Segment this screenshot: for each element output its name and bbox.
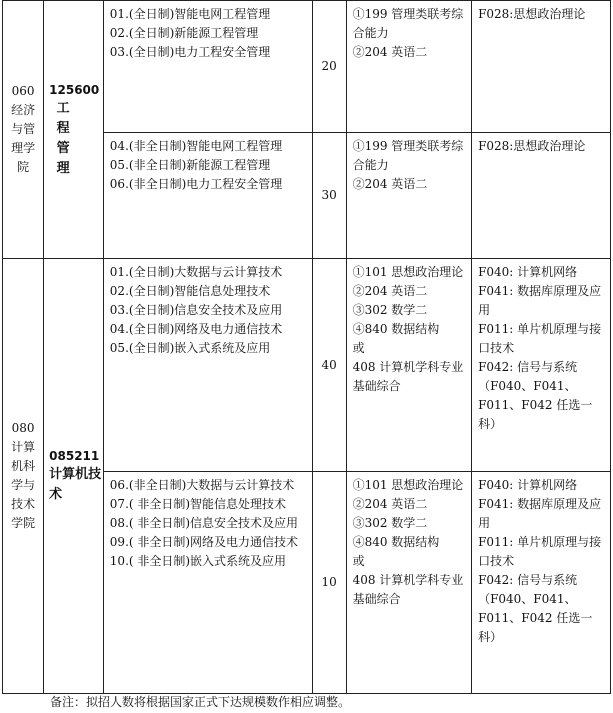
direction-item: 02.(全日制)新能源工程管理 xyxy=(109,26,259,40)
major-cell xyxy=(44,1,104,259)
enrollment-count: 40 xyxy=(312,259,346,472)
retest-item: F011: 单片机原理与接口技术 xyxy=(478,535,602,568)
enrollment-count: 20 xyxy=(312,1,346,133)
major-name: 计算机技术 xyxy=(49,467,102,502)
college-name: 060 经济与管理学院 xyxy=(11,84,36,174)
exam-item: ①199 管理类联考综合能力 xyxy=(352,7,464,40)
table-row xyxy=(3,259,611,472)
direction-item: 07.( 非全日制)智能信息处理技术 xyxy=(109,497,287,511)
major-code: 125600 xyxy=(49,82,100,97)
major-code: 085211 xyxy=(49,449,100,463)
college-cell xyxy=(3,1,44,259)
directions-cell xyxy=(103,259,312,472)
exam-item: 或 xyxy=(352,341,365,355)
retest-subjects-cell xyxy=(472,259,611,472)
direction-item: 05.(非全日制)新能源工程管理 xyxy=(109,158,271,172)
exam-item: ②204 英语二 xyxy=(352,497,428,511)
major-cell xyxy=(44,259,104,694)
direction-item: 06.(非全日制)大数据与云计算技术 xyxy=(109,478,295,492)
exam-item: ②204 英语二 xyxy=(352,177,428,191)
exam-item: ①101 思想政治理论 xyxy=(352,478,464,492)
retest-item: F040: 计算机网络 xyxy=(478,265,578,279)
exam-item: ②204 英语二 xyxy=(352,284,428,298)
direction-item: 08.( 非全日制)信息安全技术及应用 xyxy=(109,516,299,530)
enrollment-count: 10 xyxy=(312,472,346,694)
enrollment-count: 30 xyxy=(312,133,346,259)
directions-cell xyxy=(103,1,312,133)
direction-item: 10.( 非全日制)嵌入式系统及应用 xyxy=(109,554,287,568)
exam-subjects-cell xyxy=(346,472,472,694)
direction-item: 03.(全日制)电力工程安全管理 xyxy=(109,45,271,59)
retest-item: F042: 信号与系统 xyxy=(478,360,578,374)
retest-item: F011: 单片机原理与接口技术 xyxy=(478,322,602,355)
exam-item: ④840 数据结构 xyxy=(352,535,440,549)
direction-item: 04.(全日制)网络及电力通信技术 xyxy=(109,322,283,336)
exam-item: ③302 数学二 xyxy=(352,516,428,530)
college-name: 080 计算机科学与技术学院 xyxy=(11,421,36,530)
exam-subjects-cell xyxy=(346,133,472,259)
admissions-table xyxy=(2,0,611,694)
exam-item: ①199 管理类联考综合能力 xyxy=(352,139,464,172)
direction-item: 06.(非全日制)电力工程安全管理 xyxy=(109,177,283,191)
directions-cell xyxy=(103,472,312,694)
direction-item: 05.(全日制)嵌入式系统及应用 xyxy=(109,341,271,355)
exam-subjects-cell xyxy=(346,1,472,133)
retest-item: F028:思想政治理论 xyxy=(478,139,586,153)
direction-item: 04.(非全日制)智能电网工程管理 xyxy=(109,139,283,153)
retest-item: F041: 数据库原理及应用 xyxy=(478,497,602,530)
direction-item: 01.(全日制)智能电网工程管理 xyxy=(109,7,271,21)
exam-item: ③302 数学二 xyxy=(352,303,428,317)
footnote: 备注：拟招人数将根据国家正式下达规模数作相应调整。 xyxy=(50,695,351,709)
retest-item: F028:思想政治理论 xyxy=(478,7,586,21)
major-name: 工程管理 xyxy=(56,100,70,176)
retest-subjects-cell xyxy=(472,472,611,694)
college-cell xyxy=(3,259,44,694)
retest-subjects-cell xyxy=(472,1,611,133)
retest-item: F042: 信号与系统 xyxy=(478,573,578,587)
exam-item: ④840 数据结构 xyxy=(352,322,440,336)
direction-item: 03.(全日制)信息安全技术及应用 xyxy=(109,303,283,317)
exam-item: 408 计算机学科专业基础综合 xyxy=(352,360,464,393)
exam-item: 408 计算机学科专业基础综合 xyxy=(352,573,464,606)
direction-item: 01.(全日制)大数据与云计算技术 xyxy=(109,265,283,279)
exam-item: 或 xyxy=(352,554,365,568)
directions-cell xyxy=(103,133,312,259)
table-row xyxy=(3,1,611,133)
exam-subjects-cell xyxy=(346,259,472,472)
retest-subjects-cell xyxy=(472,133,611,259)
direction-item: 02.(全日制)智能信息处理技术 xyxy=(109,284,271,298)
retest-item: （F040、F041、F011、F042 任选一科） xyxy=(478,379,593,431)
retest-item: （F040、F041、F011、F042 任选一科） xyxy=(478,592,593,644)
direction-item: 09.( 非全日制)网络及电力通信技术 xyxy=(109,535,299,549)
exam-item: ②204 英语二 xyxy=(352,45,428,59)
exam-item: ①101 思想政治理论 xyxy=(352,265,464,279)
retest-item: F040: 计算机网络 xyxy=(478,478,578,492)
retest-item: F041: 数据库原理及应用 xyxy=(478,284,602,317)
